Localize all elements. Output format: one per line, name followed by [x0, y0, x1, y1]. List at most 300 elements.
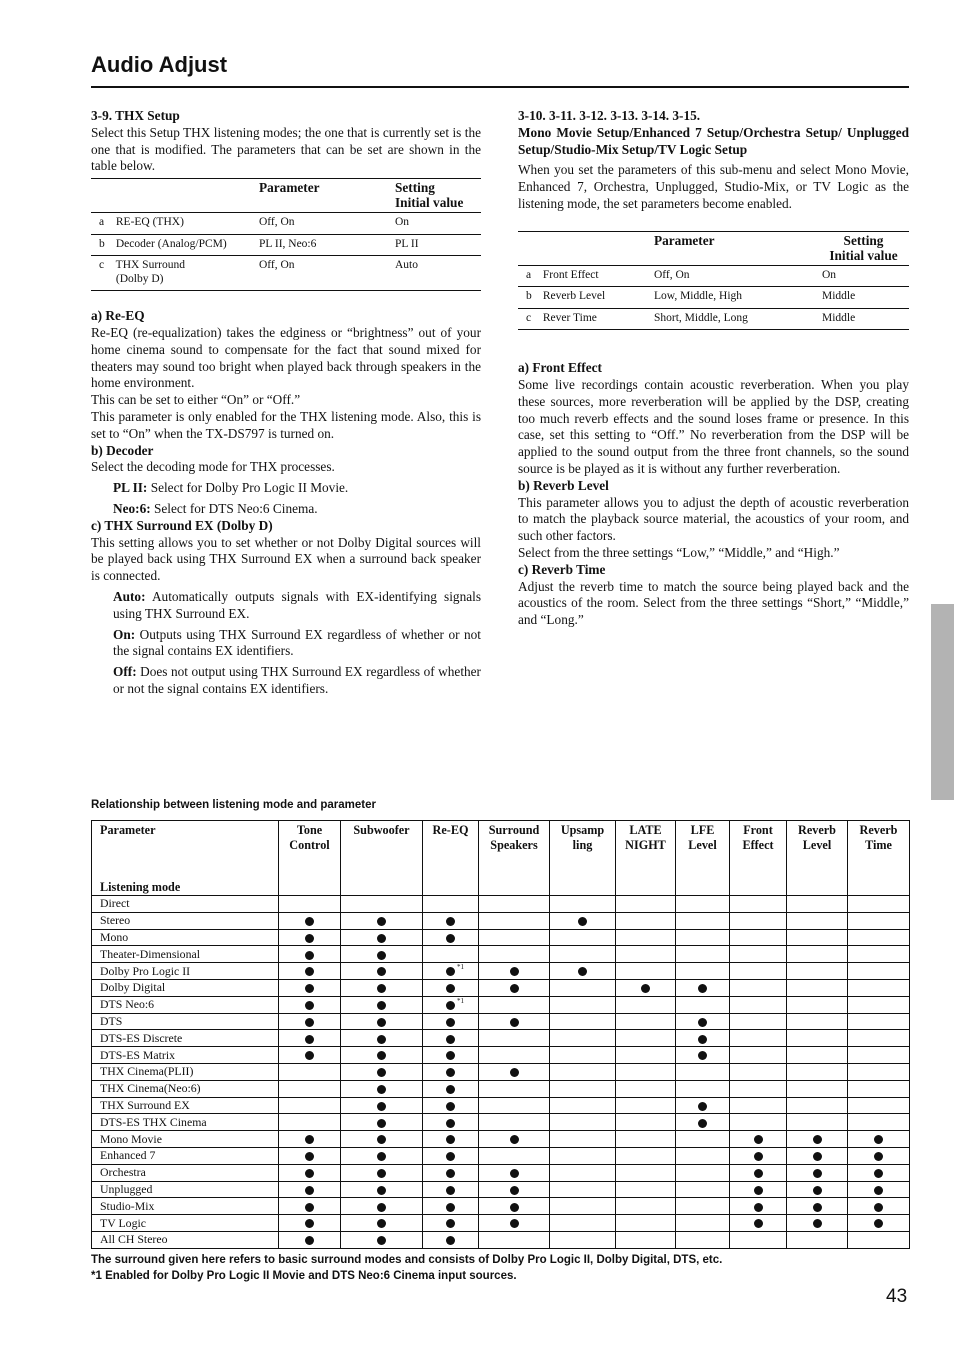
reeq-p2: This can be set to either “On” or “Off.”: [91, 392, 301, 408]
enabled-dot-icon: [305, 1152, 314, 1161]
enabled-dot-icon: [305, 917, 314, 926]
table-row: [92, 1097, 910, 1114]
reverb-time-p1: Adjust the reverb time to match the source being played back and the acoustics of the room. Select from the three settings “Short,” “Middle,” and “Long.”: [518, 578, 909, 628]
mode-parameter-cell: [848, 1097, 910, 1114]
enabled-dot-icon: [446, 1001, 455, 1010]
enabled-dot-icon: [754, 1203, 763, 1212]
title-rule: [91, 86, 909, 88]
enabled-dot-icon: [446, 1186, 455, 1195]
enabled-dot-icon: [510, 1135, 519, 1144]
enabled-dot-icon: [377, 1203, 386, 1212]
enabled-dot-icon: [813, 1169, 822, 1178]
mode-parameter-cell: [787, 1147, 848, 1164]
enabled-dot-icon: [813, 1186, 822, 1195]
mode-parameter-cell: [787, 929, 848, 946]
mode-parameter-cell: [848, 1030, 910, 1047]
enabled-dot-icon: [377, 1119, 386, 1128]
mode-parameter-cell: [616, 1131, 676, 1148]
mode-parameter-cell: [479, 1114, 550, 1131]
enabled-dot-icon: [510, 1186, 519, 1195]
enabled-dot-icon: [446, 1068, 455, 1077]
mode-parameter-cell: [423, 1147, 479, 1164]
mode-parameter-cell: [730, 1147, 787, 1164]
front-effect-p1: Some live recordings contain acoustic reverberation. When you play these sources, more reverberation will be applied by the DSP, creating too much reverb effects and the sound loses frame or presence. In this case, set this setting to “Off.” No reverberation from the DSP will be applied to the sound output from the three front channels, so the sound source is be played as it is without any further reverberation.: [518, 377, 909, 477]
enabled-dot-icon: [510, 1203, 519, 1212]
enabled-dot-icon: [377, 951, 386, 960]
enabled-dot-icon: [578, 917, 587, 926]
mode-parameter-cell: [676, 929, 730, 946]
enabled-dot-icon: [510, 1068, 519, 1077]
mode-parameter-cell: [550, 1063, 616, 1080]
mode-parameter-cell: [341, 963, 423, 980]
enabled-dot-icon: [510, 1219, 519, 1228]
mode-parameter-cell: [730, 946, 787, 963]
mode-parameter-cell: [676, 1131, 730, 1148]
mode-parameter-cell: [848, 912, 910, 929]
mode-parameter-cell: [550, 963, 616, 980]
enabled-dot-icon: [446, 1085, 455, 1094]
mono-movie-heading: Mono Movie Setup/Enhanced 7 Setup/Orchestra Setup/ Unplugged Setup/Studio-Mix Setup/TV Logic Setup: [518, 124, 909, 157]
mode-parameter-cell: [479, 1198, 550, 1215]
mode-parameter-cell: [730, 929, 787, 946]
mode-parameter-cell: [787, 996, 848, 1013]
relationship-corner-header: Parameter Listening mode: [92, 821, 279, 896]
mode-parameter-cell: [479, 896, 550, 913]
listening-mode-label: Direct: [92, 896, 279, 913]
column-header: Reverb Level: [787, 821, 848, 896]
mode-parameter-cell: [848, 1114, 910, 1131]
mode-parameter-cell: [341, 1080, 423, 1097]
mode-parameter-cell: [279, 946, 341, 963]
mode-parameter-cell: [848, 1181, 910, 1198]
enabled-dot-icon: [305, 1035, 314, 1044]
mode-parameter-cell: [341, 1131, 423, 1148]
mode-parameter-cell: [479, 929, 550, 946]
mode-parameter-cell: [676, 1030, 730, 1047]
mono-table-parameter-header: Parameter: [650, 231, 818, 265]
enabled-dot-icon: [305, 967, 314, 976]
enabled-dot-icon: [446, 1018, 455, 1027]
mode-parameter-cell: [479, 1231, 550, 1248]
mode-parameter-cell: [787, 1181, 848, 1198]
table-row: [92, 896, 910, 913]
enabled-dot-icon: [446, 1169, 455, 1178]
enabled-dot-icon: [813, 1135, 822, 1144]
listening-mode-label: THX Cinema(Neo:6): [92, 1080, 279, 1097]
enabled-dot-icon: [698, 1102, 707, 1111]
reeq-heading: a) Re-EQ: [91, 308, 145, 324]
mode-parameter-cell: [341, 1047, 423, 1064]
mode-parameter-cell: [787, 896, 848, 913]
mode-parameter-cell: [676, 996, 730, 1013]
mode-parameter-cell: [616, 1231, 676, 1248]
mode-parameter-cell: [423, 963, 479, 980]
mode-parameter-cell: [341, 1198, 423, 1215]
mode-parameter-cell: [341, 1013, 423, 1030]
enabled-dot-icon: [446, 984, 455, 993]
enabled-dot-icon: [754, 1169, 763, 1178]
mode-parameter-cell: [279, 912, 341, 929]
mode-parameter-cell: [279, 1080, 341, 1097]
mode-parameter-cell: [341, 946, 423, 963]
listening-mode-label: TV Logic: [92, 1215, 279, 1232]
mode-parameter-cell: [279, 1198, 341, 1215]
enabled-dot-icon: [446, 1152, 455, 1161]
mode-parameter-cell: [279, 1114, 341, 1131]
listening-mode-label: All CH Stereo: [92, 1231, 279, 1248]
mode-parameter-cell: [676, 1231, 730, 1248]
thx-table-blank-header: [91, 179, 255, 213]
mode-parameter-cell: [550, 896, 616, 913]
footnote-1: *1 Enabled for Dolby Pro Logic II Movie and DTS Neo:6 Cinema input sources.: [91, 1270, 517, 1282]
mode-parameter-cell: [341, 996, 423, 1013]
mode-parameter-cell: [423, 1013, 479, 1030]
enabled-dot-icon: [446, 1236, 455, 1245]
mode-parameter-cell: [550, 1198, 616, 1215]
enabled-dot-icon: [377, 1051, 386, 1060]
reverb-time-heading: c) Reverb Time: [518, 561, 606, 577]
thx-setup-table: [91, 178, 481, 291]
mode-parameter-cell: [479, 1147, 550, 1164]
table-row: c THX Surround (Dolby D) Off, On Auto: [91, 256, 481, 291]
mode-parameter-cell: [550, 1114, 616, 1131]
mode-parameter-cell: [616, 1030, 676, 1047]
mode-parameter-cell: [848, 996, 910, 1013]
table-row: [92, 912, 910, 929]
reverb-level-p2: Select from the three settings “Low,” “Middle,” and “High.”: [518, 545, 840, 561]
mode-parameter-cell: [730, 1231, 787, 1248]
mode-parameter-cell: [848, 1063, 910, 1080]
table-row: [92, 1131, 910, 1148]
enabled-dot-icon: [305, 1051, 314, 1060]
thx-table-parameter-header: Parameter: [255, 179, 391, 213]
enabled-dot-icon: [305, 934, 314, 943]
mode-parameter-cell: [423, 946, 479, 963]
enabled-dot-icon: [446, 934, 455, 943]
mode-parameter-cell: [423, 979, 479, 996]
mode-parameter-cell: [730, 1164, 787, 1181]
mode-parameter-cell: [423, 1198, 479, 1215]
enabled-dot-icon: [377, 1186, 386, 1195]
column-header: LFE Level: [676, 821, 730, 896]
mode-parameter-cell: [279, 1181, 341, 1198]
mode-parameter-cell: [550, 1131, 616, 1148]
surround-ex-p1: This setting allows you to set whether or not Dolby Digital sources will be played back using THX Surround EX when a surround back speaker is connected.: [91, 534, 481, 584]
enabled-dot-icon: [377, 934, 386, 943]
enabled-dot-icon: [754, 1186, 763, 1195]
table-row: a RE-EQ (THX) Off, On On: [91, 213, 481, 235]
surround-ex-heading: c) THX Surround EX (Dolby D): [91, 517, 273, 533]
mode-parameter-cell: [730, 1181, 787, 1198]
mode-parameter-cell: [787, 1047, 848, 1064]
page-title: Audio Adjust: [91, 52, 228, 77]
enabled-dot-icon: [813, 1152, 822, 1161]
mode-parameter-cell: [550, 1097, 616, 1114]
mode-parameter-cell: [423, 1063, 479, 1080]
mode-parameter-cell: [479, 912, 550, 929]
mode-parameter-cell: [479, 979, 550, 996]
enabled-dot-icon: [377, 967, 386, 976]
mode-parameter-cell: [848, 1047, 910, 1064]
enabled-dot-icon: [446, 1102, 455, 1111]
mode-parameter-cell: [479, 946, 550, 963]
mode-parameter-cell: [616, 1013, 676, 1030]
listening-mode-label: Mono Movie: [92, 1131, 279, 1148]
table-row: [92, 1147, 910, 1164]
table-row: [92, 929, 910, 946]
mode-parameter-cell: [616, 1147, 676, 1164]
listening-mode-label: DTS Neo:6: [92, 996, 279, 1013]
right-column: [518, 108, 909, 629]
enabled-dot-icon: [754, 1135, 763, 1144]
mode-parameter-cell: [676, 896, 730, 913]
mode-parameter-cell: [730, 1215, 787, 1232]
mode-parameter-cell: [423, 896, 479, 913]
mode-parameter-cell: [341, 1063, 423, 1080]
mode-parameter-cell: [616, 1198, 676, 1215]
enabled-dot-icon: [510, 967, 519, 976]
table-row: [92, 1013, 910, 1030]
mode-parameter-cell: [848, 1131, 910, 1148]
mode-parameter-cell: [730, 979, 787, 996]
mode-parameter-cell: [479, 996, 550, 1013]
mode-parameter-cell: [423, 1181, 479, 1198]
mode-parameter-cell: [730, 1047, 787, 1064]
enabled-dot-icon: [305, 1236, 314, 1245]
mode-parameter-cell: [479, 1164, 550, 1181]
column-header: Upsamp ling: [550, 821, 616, 896]
listening-mode-label: Orchestra: [92, 1164, 279, 1181]
column-header: Re-EQ: [423, 821, 479, 896]
decoder-heading: b) Decoder: [91, 442, 154, 458]
enabled-dot-icon: [377, 1219, 386, 1228]
listening-mode-label: THX Cinema(PLII): [92, 1063, 279, 1080]
mode-parameter-cell: [676, 1181, 730, 1198]
column-header: Subwoofer: [341, 821, 423, 896]
enabled-dot-icon: [446, 1219, 455, 1228]
mode-parameter-cell: [730, 996, 787, 1013]
mode-parameter-cell: [787, 1215, 848, 1232]
mode-parameter-cell: [279, 1147, 341, 1164]
enabled-dot-icon: [510, 984, 519, 993]
mode-parameter-cell: [550, 929, 616, 946]
mode-parameter-cell: [479, 1181, 550, 1198]
mode-parameter-cell: [730, 1080, 787, 1097]
mode-parameter-cell: [616, 1097, 676, 1114]
mode-parameter-cell: [676, 1080, 730, 1097]
mode-parameter-cell: [616, 1080, 676, 1097]
mode-parameter-cell: [730, 963, 787, 980]
side-tab: [931, 604, 954, 800]
enabled-dot-icon: [377, 1001, 386, 1010]
mode-parameter-cell: [341, 912, 423, 929]
mode-parameter-cell: [676, 1164, 730, 1181]
mode-parameter-cell: [848, 1147, 910, 1164]
listening-mode-label: DTS-ES Discrete: [92, 1030, 279, 1047]
table-row: [92, 1080, 910, 1097]
enabled-dot-icon: [446, 1135, 455, 1144]
mode-parameter-cell: [676, 1013, 730, 1030]
enabled-dot-icon: [510, 1169, 519, 1178]
mode-parameter-cell: [787, 963, 848, 980]
mode-parameter-cell: [341, 1147, 423, 1164]
mode-parameter-cell: [730, 1198, 787, 1215]
mode-parameter-cell: [616, 896, 676, 913]
decoder-option-neo6: Neo:6: Select for DTS Neo:6 Cinema.: [113, 500, 318, 516]
mode-parameter-cell: [550, 1181, 616, 1198]
enabled-dot-icon: [305, 1203, 314, 1212]
enabled-dot-icon: [874, 1169, 883, 1178]
mode-parameter-cell: [676, 1215, 730, 1232]
table-row: [92, 1181, 910, 1198]
enabled-dot-icon: [874, 1135, 883, 1144]
mode-parameter-cell: [341, 929, 423, 946]
mode-parameter-cell: [787, 1198, 848, 1215]
mode-parameter-cell: [616, 1164, 676, 1181]
mode-parameter-cell: [550, 946, 616, 963]
mode-parameter-cell: [279, 1063, 341, 1080]
mode-parameter-cell: [479, 1131, 550, 1148]
enabled-dot-icon: [698, 1051, 707, 1060]
mode-parameter-cell: [479, 1080, 550, 1097]
column-header: Reverb Time: [848, 821, 910, 896]
mode-parameter-cell: [279, 896, 341, 913]
mode-parameter-cell: [423, 1047, 479, 1064]
mode-parameter-cell: [730, 1097, 787, 1114]
mode-parameter-cell: [676, 963, 730, 980]
mode-parameter-cell: [341, 1114, 423, 1131]
mode-parameter-cell: [341, 1231, 423, 1248]
mono-movie-table: [518, 231, 909, 331]
column-header: Tone Control: [279, 821, 341, 896]
listening-mode-label: Theater-Dimensional: [92, 946, 279, 963]
enabled-dot-icon: [305, 1135, 314, 1144]
mode-parameter-cell: [550, 1215, 616, 1232]
table-row: [92, 1030, 910, 1047]
enabled-dot-icon: [377, 1085, 386, 1094]
mode-parameter-cell: [787, 1080, 848, 1097]
reeq-p3: This parameter is only enabled for the THX listening mode. Also, this is set to “On” when the TX-DS797 is turned on.: [91, 408, 481, 441]
mode-parameter-cell: [341, 979, 423, 996]
table-row: [92, 946, 910, 963]
mode-parameter-cell: [676, 1063, 730, 1080]
mode-parameter-cell: [848, 1164, 910, 1181]
enabled-dot-icon: [754, 1152, 763, 1161]
enabled-dot-icon: [874, 1219, 883, 1228]
mono-table-blank-header: [518, 231, 650, 265]
mode-parameter-cell: [423, 1114, 479, 1131]
mode-parameter-cell: [848, 963, 910, 980]
mode-parameter-cell: [848, 1013, 910, 1030]
column-header: LATE NIGHT: [616, 821, 676, 896]
mode-parameter-cell: [341, 1030, 423, 1047]
page-number: 43: [886, 1286, 908, 1307]
mode-parameter-cell: [279, 1131, 341, 1148]
mode-parameter-cell: [479, 1097, 550, 1114]
enabled-dot-icon: [305, 1186, 314, 1195]
mode-parameter-cell: [423, 1030, 479, 1047]
enabled-dot-icon: [377, 1135, 386, 1144]
mode-parameter-cell: [423, 912, 479, 929]
mode-parameter-cell: [848, 1231, 910, 1248]
listening-mode-label: Dolby Pro Logic II: [92, 963, 279, 980]
mode-parameter-cell: [787, 1013, 848, 1030]
surround-ex-option-off: Off: Does not output using THX Surround EX regardless of whether or not the signal contains EX identifiers.: [113, 664, 481, 696]
table-row: [92, 1114, 910, 1131]
mode-parameter-cell: [279, 996, 341, 1013]
table-row: [92, 1047, 910, 1064]
listening-mode-label: THX Surround EX: [92, 1097, 279, 1114]
mode-parameter-cell: [279, 1164, 341, 1181]
thx-heading: 3-9. THX Setup: [91, 108, 180, 123]
mode-parameter-cell: [279, 929, 341, 946]
mode-parameter-cell: [550, 996, 616, 1013]
listening-mode-label: DTS: [92, 1013, 279, 1030]
decoder-option-pl2: PL II: Select for Dolby Pro Logic II Movie.: [113, 480, 349, 496]
mode-parameter-cell: [787, 1231, 848, 1248]
mode-parameter-cell: [279, 1215, 341, 1232]
enabled-dot-icon: [874, 1152, 883, 1161]
mode-parameter-cell: [848, 1080, 910, 1097]
enabled-dot-icon: [377, 1035, 386, 1044]
enabled-dot-icon: [377, 1236, 386, 1245]
enabled-dot-icon: [698, 1035, 707, 1044]
mode-parameter-cell: [341, 1097, 423, 1114]
listening-mode-label: Stereo: [92, 912, 279, 929]
mode-parameter-cell: [616, 963, 676, 980]
mode-parameter-cell: [423, 996, 479, 1013]
enabled-dot-icon: [305, 1018, 314, 1027]
table-row: [92, 996, 910, 1013]
listening-mode-label: DTS-ES Matrix: [92, 1047, 279, 1064]
front-effect-heading: a) Front Effect: [518, 360, 602, 376]
table-row: [92, 1164, 910, 1181]
table-row: b Reverb Level Low, Middle, High Middle: [518, 287, 909, 309]
mode-parameter-cell: [730, 1114, 787, 1131]
table-row: [92, 1231, 910, 1248]
table-row: [92, 979, 910, 996]
mode-parameter-cell: [787, 1131, 848, 1148]
mode-parameter-cell: [550, 1164, 616, 1181]
enabled-dot-icon: [698, 1018, 707, 1027]
relationship-table: [91, 820, 910, 1249]
mode-parameter-cell: [616, 1114, 676, 1131]
mode-parameter-cell: [676, 1198, 730, 1215]
mode-parameter-cell: [616, 1181, 676, 1198]
mode-parameter-cell: [423, 1097, 479, 1114]
mode-parameter-cell: [676, 1147, 730, 1164]
enabled-dot-icon: [446, 967, 455, 976]
reeq-p1: Re-EQ (re-equalization) takes the edginess or “brightness” out of your home cinema sound to compensate for the fact that sound mixed for theaters may sound too bright when played back through speakers in the home environment.: [91, 324, 481, 391]
mode-parameter-cell: [676, 979, 730, 996]
mode-parameter-cell: [730, 896, 787, 913]
mode-parameter-cell: [676, 1047, 730, 1064]
table-row: c Rever Time Short, Middle, Long Middle: [518, 308, 909, 330]
mode-parameter-cell: [848, 1198, 910, 1215]
mode-parameter-cell: [479, 1215, 550, 1232]
mode-parameter-cell: [787, 946, 848, 963]
enabled-dot-icon: [377, 1018, 386, 1027]
listening-mode-label: Enhanced 7: [92, 1147, 279, 1164]
mode-parameter-cell: [787, 1164, 848, 1181]
mode-parameter-cell: [676, 912, 730, 929]
mode-parameter-cell: [479, 1013, 550, 1030]
mode-parameter-cell: [787, 912, 848, 929]
footnote-marker: *1: [457, 996, 464, 1005]
enabled-dot-icon: [874, 1186, 883, 1195]
mode-parameter-cell: [550, 1030, 616, 1047]
mode-parameter-cell: [550, 1147, 616, 1164]
